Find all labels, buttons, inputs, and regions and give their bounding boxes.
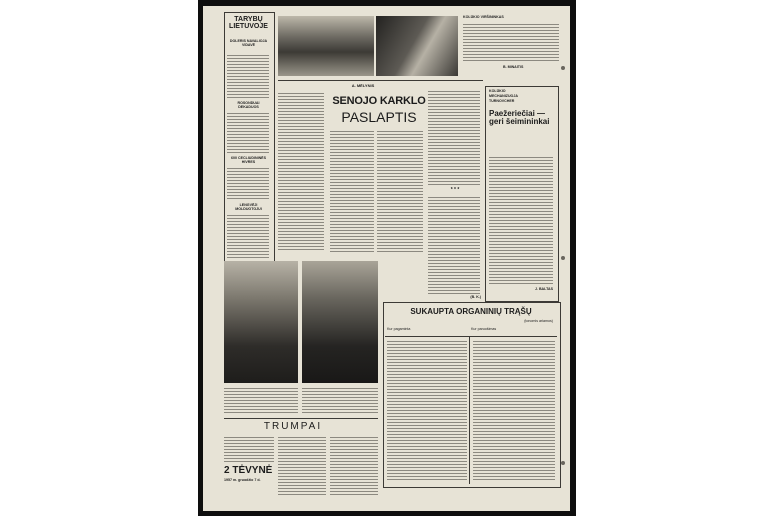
top-right-text: [463, 23, 559, 63]
right-article-text: [489, 156, 553, 284]
article-title-line1: SENOJO KARKLO: [332, 95, 426, 107]
article-author: A. MĖLYNIS: [351, 83, 375, 88]
sidebar-subtitle: DOLERIS NAVALIOJA VIDAVĖ: [229, 39, 268, 47]
article-column: [330, 130, 374, 252]
sidebar-text: [227, 167, 269, 201]
article-title-line2: PASLAPTIS: [341, 109, 417, 125]
sidebar-text: [227, 54, 269, 98]
sidebar-title: TARYBŲ LIETUVOJE: [229, 16, 268, 30]
sidebar-item-heading: 600 CECLIUDININĖS HIVRES: [231, 156, 266, 164]
table-right-header: [471, 328, 551, 332]
brief-heading: TRUMPAI: [263, 421, 323, 432]
sidebar-text: [227, 112, 269, 154]
divider: [469, 336, 470, 484]
portrait-left: [224, 261, 298, 383]
portrait-caption: [224, 387, 298, 415]
top-right-author: B. MINAITIS: [503, 65, 524, 69]
table-title: SUKAUPTA ORGANINIŲ TRĄŠŲ: [410, 307, 532, 316]
portrait-right: [302, 261, 378, 383]
divider: [278, 80, 483, 81]
article-column: [377, 130, 423, 252]
brief-text: [278, 436, 326, 496]
article-column: [428, 196, 480, 294]
table-subtitle: (tonomis ariamos): [524, 319, 553, 323]
sidebar-item-heading: ROSONDUAI DEKADUOS: [237, 101, 260, 109]
table-col-header: Kur paruošimas: [471, 327, 497, 331]
photo-building: [278, 16, 374, 76]
divider: [385, 336, 557, 337]
right-kicker: TURNOVCHER: [489, 99, 515, 103]
brief-text: [224, 436, 274, 462]
right-kicker: MECHANIZUOJA: [489, 94, 518, 98]
portrait-caption: [302, 387, 378, 415]
table-col-header: Kur pagaminta: [387, 327, 411, 331]
article-signature: (B. K.): [470, 295, 481, 299]
article-column: [428, 90, 480, 186]
right-article-author: J. BALTAS: [534, 287, 553, 291]
section-stars: * * *: [450, 187, 460, 193]
article-column: [278, 92, 324, 252]
table-rows-right: [473, 340, 555, 482]
table-rows-left: [387, 340, 467, 482]
issue-date: 1957 m. gruodžio 7 d.: [224, 478, 261, 482]
sidebar-text: [227, 214, 269, 260]
sidebar-item-heading: LENGVĖJI MOLDUOTOJUI: [235, 203, 262, 211]
binder-hole: [561, 256, 565, 260]
masthead: 2 TĖVYNĖ: [224, 465, 273, 476]
newspaper-page: [203, 6, 570, 511]
right-kicker: KOLŪKIO: [489, 89, 506, 93]
binder-hole: [561, 461, 565, 465]
divider: [224, 418, 378, 419]
right-article-title: Paežeriečiai — geri šeimininkai: [489, 109, 550, 127]
photo-interior: [376, 16, 458, 76]
brief-text: [330, 436, 378, 496]
table-left-header: [387, 328, 467, 332]
top-right-heading: KOLŪKIO VIRŠININKAS: [463, 15, 504, 19]
